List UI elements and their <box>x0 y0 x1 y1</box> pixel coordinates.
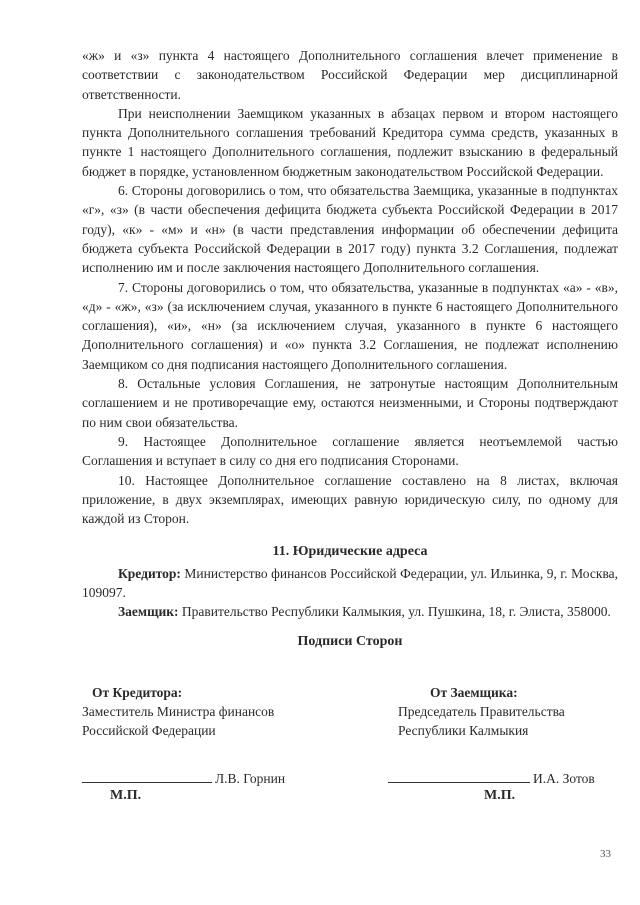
paragraph-continuation: «ж» и «з» пункта 4 настоящего Дополнительного соглашения влечет применение в соответствии с законодательством Российской Федерации мер дисциплинарной ответственности. <box>82 48 618 102</box>
borrower-signature-head: От Заемщика: <box>430 685 518 700</box>
paragraph-10: 10. Настоящее Дополнительное соглашение составлено на 8 листах, включая приложение, в двух экземплярах, имеющих равную юридическую силу, по одному для каждой из Сторон. <box>82 472 618 527</box>
paragraph-8: 8. Остальные условия Соглашения, не затронутые настоящим Дополнительным соглашением и не противоречащие ему, остаются неизменными, и Стороны подтверждают по ним свои обязательства. <box>82 376 618 430</box>
borrower-signatory-org: Республики Калмыкия <box>398 723 529 738</box>
creditor-label: Кредитор: <box>118 565 181 581</box>
creditor-signature-head: От Кредитора: <box>92 685 183 700</box>
borrower-address <box>82 602 618 621</box>
borrower-signatory-position: Председатель Правительства <box>398 704 565 719</box>
signature-underline <box>388 768 530 783</box>
creditor-stamp-label: М.П. <box>110 788 142 803</box>
borrower-label: Заемщик: <box>118 604 179 620</box>
section-title-addresses: 11. Юридические адреса <box>272 544 428 560</box>
paragraph-nonperformance: При неисполнении Заемщиком указанных в абзацах первом и втором настоящего пункта Дополнительного соглашения требований Кредитора сумма средств, указанных в пункте 1 настоящего Дополнительного соглашения, подлежит взысканию в федеральный бюджет в порядке, установленном бюджетным законодательством Российской Федерации. <box>82 105 618 179</box>
page-number: 33 <box>600 848 611 860</box>
creditor-signatory-name: Л.В. Горнин <box>215 771 286 786</box>
paragraph-7: 7. Стороны договорились о том, что обязательства, указанные в подпунктах «а» - «в», «д» - «ж», «з» (за исключением случая, указанного в пункте 6 настоящего Дополнительного соглашения), «и», «н» (за исключением случая, указанного в пункте 6 настоящего Дополнительного соглашения) и «о» пункта 3.2 Соглашения, не подлежат исполнению Заемщиком со дня подписания настоящего Дополнительного соглашения. <box>82 279 618 372</box>
creditor-signature-block <box>82 683 342 740</box>
signature-underline <box>82 768 212 783</box>
signatures-title: Подписи Сторон <box>297 633 403 649</box>
borrower-stamp-label: М.П. <box>484 788 516 803</box>
paragraph-9: 9. Настоящее Дополнительное соглашение является неотъемлемой частью Соглашения и вступает в силу со дня его подписания Сторонами. <box>82 433 618 469</box>
body-text <box>82 46 618 651</box>
borrower-signatory-name: И.А. Зотов <box>533 771 595 786</box>
creditor-signature-line <box>82 768 285 787</box>
creditor-signatory-org: Российской Федерации <box>82 723 216 738</box>
borrower-address-text: Правительство Республики Калмыкия, ул. Пушкина, 18, г. Элиста, 358000. <box>181 604 611 620</box>
creditor-address <box>82 564 618 603</box>
creditor-address-text: Министерство финансов Российской Федерации, ул. Ильинка, 9, г. Москва, 109097. <box>82 565 619 601</box>
borrower-signature-line <box>388 768 595 787</box>
creditor-signatory-position: Заместитель Министра финансов <box>82 704 275 719</box>
paragraph-6: 6. Стороны договорились о том, что обязательства Заемщика, указанные в подпунктах «г», «з» (в части обеспечения дефицита бюджета субъекта Российской Федерации в 2017 году), «к» - «м» и «н» (в части представления информации об обеспечении дефицита бюджета субъекта Российской Федерации в 2017 году) пункта 3.2 Соглашения, подлежат исполнению им и после заключения настоящего Дополнительного соглашения. <box>82 183 618 276</box>
borrower-signature-block <box>398 683 628 740</box>
